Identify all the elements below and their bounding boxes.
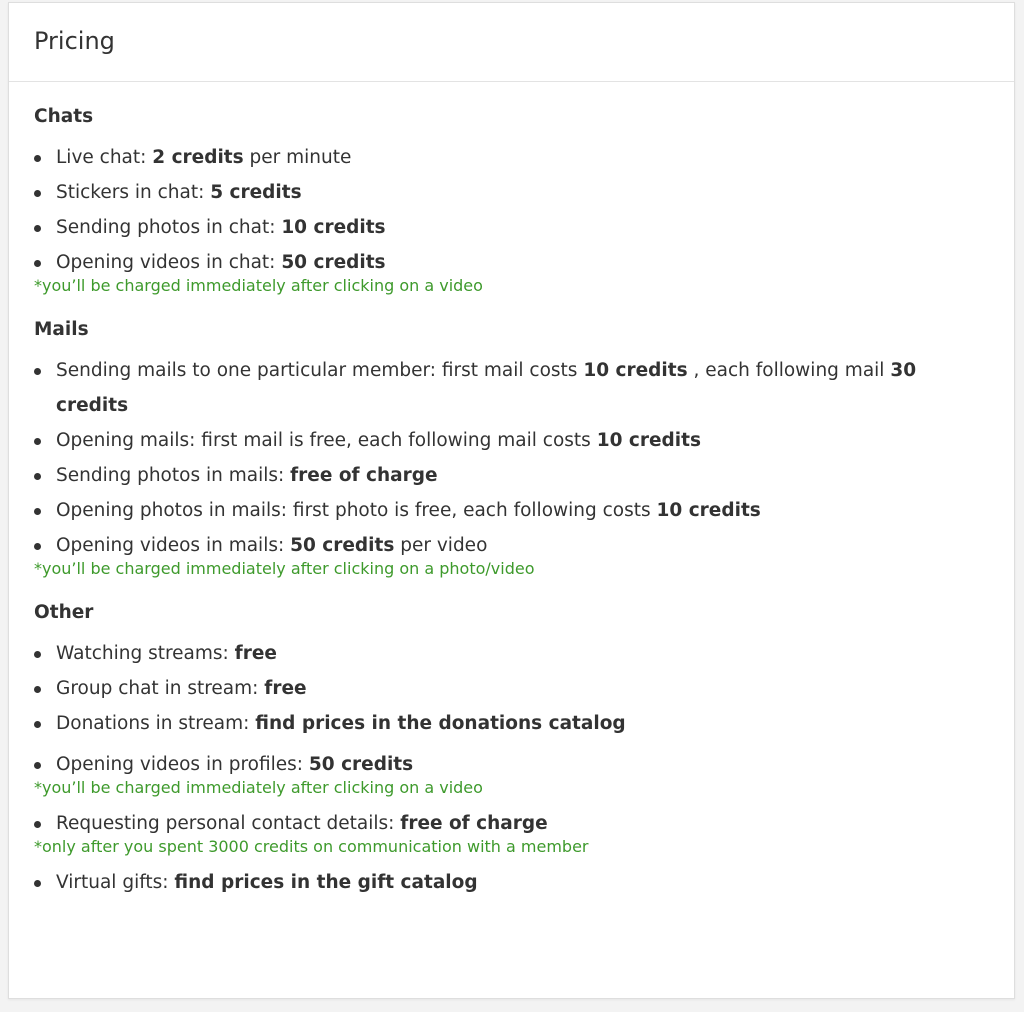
list-item: Live chat: 2 credits per minute [34, 140, 989, 175]
chats-list [34, 140, 989, 280]
list-item: Opening mails: first mail is free, each following mail costs 10 credits [34, 423, 989, 458]
list-item: Group chat in stream: free [34, 671, 989, 706]
list-item: Opening videos in chat: 50 credits [34, 245, 989, 280]
mails-list [34, 353, 989, 563]
section-mails [34, 317, 989, 580]
charge-note: *you’ll be charged immediately after clicking on a video [34, 276, 483, 295]
contact-note: *only after you spent 3000 credits on communication with a member [34, 837, 589, 856]
list-item: Opening videos in profiles: 50 credits [34, 747, 989, 782]
panel-body [9, 82, 1014, 900]
panel-header [9, 3, 1014, 82]
other-list-profiles [34, 747, 989, 782]
list-item: Watching streams: free [34, 636, 989, 671]
list-item: Requesting personal contact details: free of charge [34, 806, 989, 841]
other-list [34, 636, 989, 741]
other-list-gifts [34, 865, 989, 900]
list-item: Donations in stream: find prices in the donations catalog [34, 706, 989, 741]
charge-note: *you’ll be charged immediately after clicking on a photo/video [34, 559, 535, 578]
list-item: Sending mails to one particular member: first mail costs 10 credits , each following mail 30 credits [34, 353, 989, 423]
list-item: Sending photos in mails: free of charge [34, 458, 989, 493]
other-list-contacts [34, 806, 989, 841]
section-title-other: Other [34, 602, 94, 623]
section-other [34, 600, 989, 900]
section-chats [34, 104, 989, 297]
list-item: Stickers in chat: 5 credits [34, 175, 989, 210]
pricing-panel [8, 2, 1015, 999]
page-title: Pricing [34, 27, 115, 55]
section-title-chats: Chats [34, 106, 94, 127]
charge-note: *you’ll be charged immediately after clicking on a video [34, 778, 483, 797]
list-item: Opening videos in mails: 50 credits per video [34, 528, 989, 563]
list-item: Opening photos in mails: first photo is free, each following costs 10 credits [34, 493, 989, 528]
section-title-mails: Mails [34, 319, 89, 340]
list-item: Virtual gifts: find prices in the gift catalog [34, 865, 989, 900]
list-item: Sending photos in chat: 10 credits [34, 210, 989, 245]
